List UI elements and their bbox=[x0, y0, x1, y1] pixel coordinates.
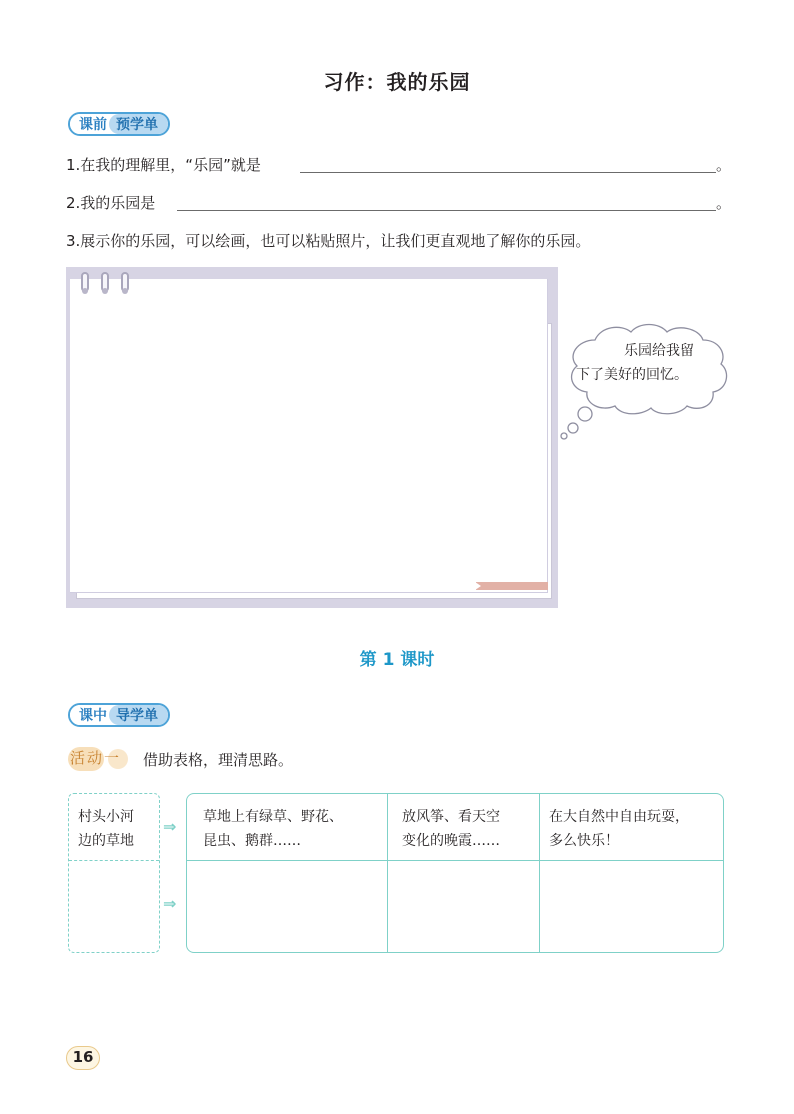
place-divider bbox=[69, 860, 159, 861]
page-title: 习作：我的乐园 bbox=[323, 70, 471, 94]
thought-cloud-text bbox=[576, 339, 726, 387]
pre-class-tag-part1: 课前 bbox=[70, 114, 113, 134]
cloud-line-1: 乐园给我留 bbox=[624, 343, 694, 359]
question-1-answer-line[interactable] bbox=[300, 172, 716, 173]
question-3: 3.展示你的乐园，可以绘画，也可以粘贴照片，让我们更直观地了解你的乐园。 bbox=[66, 232, 591, 250]
question-2-end: 。 bbox=[716, 194, 732, 212]
cell-feeling bbox=[549, 805, 724, 853]
drawing-area[interactable] bbox=[70, 279, 548, 593]
in-class-tag-part2: 导学单 bbox=[109, 705, 168, 725]
cell-feeling-line-1: 在大自然中自由玩耍， bbox=[549, 809, 689, 825]
activity-badge bbox=[68, 747, 121, 771]
pre-class-tag-part2: 预学单 bbox=[109, 114, 168, 134]
in-class-tag-part1: 课中 bbox=[70, 705, 113, 725]
cell-place-line-1: 村头小河 bbox=[78, 809, 134, 825]
binder-hole-icon bbox=[82, 288, 88, 294]
cloud-line-2: 下了美好的回忆。 bbox=[576, 367, 688, 383]
cell-activity bbox=[402, 805, 542, 853]
in-class-tag bbox=[68, 703, 170, 727]
binder-hole-icon bbox=[102, 288, 108, 294]
activity-badge-label: 活动一 bbox=[70, 749, 122, 767]
ribbon-decoration bbox=[476, 582, 548, 590]
lesson-title: 第 1 课时 bbox=[359, 650, 435, 670]
page-number: 16 bbox=[66, 1046, 100, 1070]
activity-instruction: 借助表格，理清思路。 bbox=[143, 751, 294, 769]
cell-scene-line-1: 草地上有绿草、野花、 bbox=[203, 809, 343, 825]
question-1-end: 。 bbox=[716, 156, 732, 174]
right-arrow-icon: ⇒ bbox=[163, 894, 177, 913]
cell-activity-line-2: 变化的晚霞…… bbox=[402, 833, 500, 849]
cell-activity-line-1: 放风筝、看天空 bbox=[402, 809, 500, 825]
question-1: 1.在我的理解里，“乐园”就是 bbox=[66, 156, 261, 174]
cell-feeling-line-2: 多么快乐！ bbox=[549, 833, 619, 849]
cell-scene bbox=[203, 805, 393, 853]
cell-scene-line-2: 昆虫、鹅群…… bbox=[203, 833, 301, 849]
cell-place bbox=[78, 805, 156, 853]
right-arrow-icon: ⇒ bbox=[163, 817, 177, 836]
table-row-divider bbox=[187, 860, 723, 861]
question-2-answer-line[interactable] bbox=[177, 210, 716, 211]
cell-place-line-2: 边的草地 bbox=[78, 833, 134, 849]
question-2: 2.我的乐园是 bbox=[66, 194, 156, 212]
pre-class-tag bbox=[68, 112, 170, 136]
binder-hole-icon bbox=[122, 288, 128, 294]
